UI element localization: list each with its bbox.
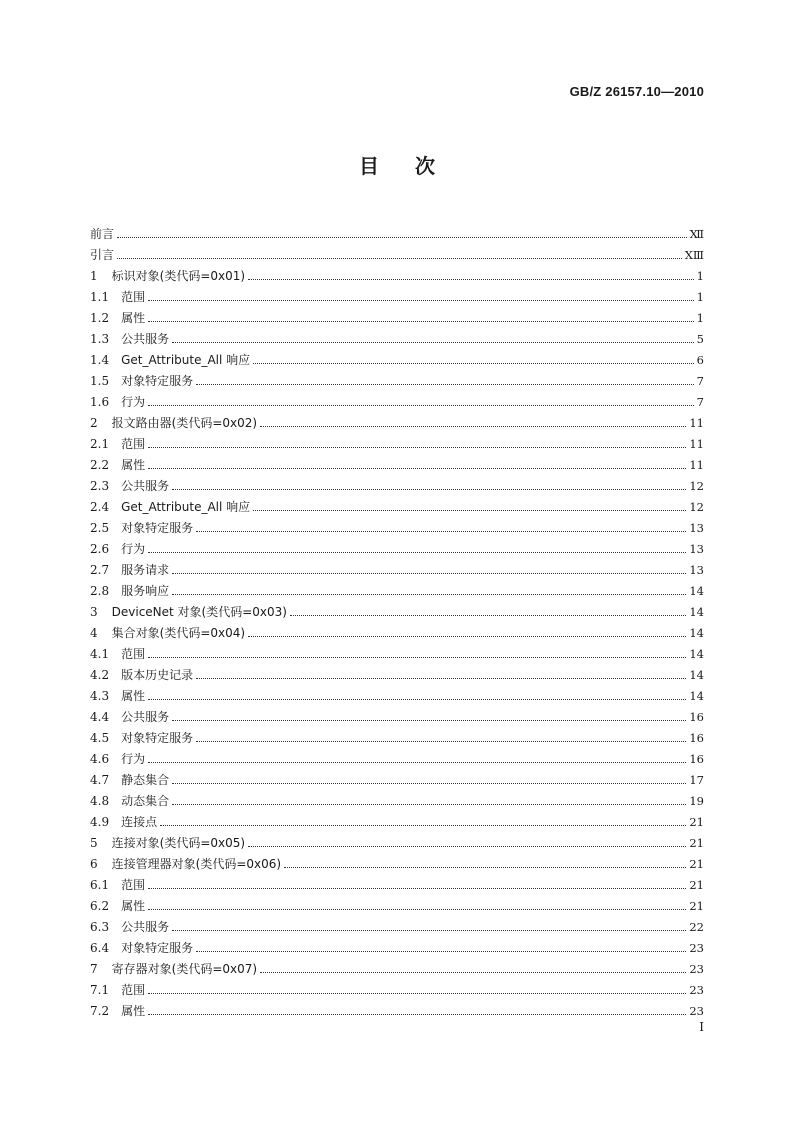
dot-leader — [172, 580, 686, 595]
toc-entry[interactable] — [90, 262, 704, 283]
toc-entry-label: 引言 — [90, 248, 115, 262]
toc-entry-page: 22 — [689, 920, 704, 934]
toc-entry-page: 11 — [689, 437, 704, 451]
toc-entry-page: 1 — [696, 269, 704, 283]
toc-entry-label: 行为 — [121, 395, 146, 409]
toc-entry-number: 1.1 — [90, 290, 110, 304]
dot-leader — [148, 895, 686, 910]
toc-entry[interactable] — [90, 997, 704, 1018]
toc-entry[interactable] — [90, 703, 704, 724]
toc-entry-number: 2 — [90, 416, 98, 430]
dot-leader — [172, 475, 686, 490]
toc-entry-label: 属性 — [121, 1004, 146, 1018]
toc-entry[interactable] — [90, 787, 704, 808]
toc-entry-label: 范围 — [121, 437, 146, 451]
toc-entry-page: Ⅻ — [689, 227, 704, 241]
dot-leader — [172, 706, 686, 721]
toc-entry-number: 4 — [90, 626, 98, 640]
dot-leader — [248, 265, 694, 280]
toc-entry-label: 集合对象(类代码=0x04) — [111, 626, 246, 640]
toc-entry-page: 23 — [689, 962, 704, 976]
toc-entry-page: 6 — [696, 353, 704, 367]
toc-entry-number: 4.6 — [90, 752, 110, 766]
dot-leader — [148, 286, 694, 301]
toc-entry[interactable] — [90, 850, 704, 871]
toc-entry-number: 2.7 — [90, 563, 110, 577]
dot-leader — [248, 622, 686, 637]
toc-entry-page: 16 — [689, 752, 704, 766]
toc-entry-page: 23 — [689, 1004, 704, 1018]
toc-entry[interactable] — [90, 241, 704, 262]
toc-entry-page: 5 — [696, 332, 704, 346]
toc-entry-page: 7 — [696, 374, 704, 388]
toc-entry[interactable] — [90, 304, 704, 325]
toc-entry-label: DeviceNet 对象(类代码=0x03) — [111, 605, 287, 619]
toc-entry-number: 7.2 — [90, 1004, 110, 1018]
dot-leader — [148, 748, 686, 763]
toc-entry-label: 对象特定服务 — [121, 374, 194, 388]
page-number: Ⅰ — [699, 1020, 704, 1034]
toc-entry-number: 2.5 — [90, 521, 110, 535]
dot-leader — [172, 559, 686, 574]
toc-entry[interactable] — [90, 808, 704, 829]
dot-leader — [148, 643, 686, 658]
toc-entry[interactable] — [90, 766, 704, 787]
toc-entry-page: 13 — [689, 521, 704, 535]
toc-entry-page: 14 — [689, 689, 704, 703]
toc-entry[interactable] — [90, 409, 704, 430]
toc-entry-page: 7 — [696, 395, 704, 409]
toc-entry[interactable] — [90, 682, 704, 703]
toc-entry-page: 11 — [689, 458, 704, 472]
toc-entry[interactable] — [90, 535, 704, 556]
toc-entry-label: 范围 — [121, 290, 146, 304]
toc-entry-page: 14 — [689, 668, 704, 682]
dot-leader — [148, 685, 686, 700]
toc-entry-label: 范围 — [121, 647, 146, 661]
toc-entry-number: 1.5 — [90, 374, 110, 388]
toc-entry[interactable] — [90, 556, 704, 577]
toc-entry-number: 7 — [90, 962, 98, 976]
dot-leader — [172, 769, 686, 784]
toc-entry-page: 21 — [689, 857, 704, 871]
toc-entry-label: 属性 — [121, 458, 146, 472]
page-title: 目次 — [359, 154, 471, 178]
toc-entry-number: 7.1 — [90, 983, 110, 997]
dot-leader — [253, 496, 686, 511]
toc-entry-label: 静态集合 — [121, 773, 170, 787]
toc-entry-label: 对象特定服务 — [121, 731, 194, 745]
toc-entry-page: 23 — [689, 941, 704, 955]
dot-leader — [172, 916, 686, 931]
toc-entry[interactable] — [90, 598, 704, 619]
dot-leader — [260, 412, 686, 427]
toc-entry-page: 14 — [689, 626, 704, 640]
toc-entry-label: 公共服务 — [121, 332, 170, 346]
dot-leader — [196, 517, 686, 532]
toc-entry-label: 版本历史记录 — [121, 668, 194, 682]
toc-entry-page: 21 — [689, 899, 704, 913]
toc-entry-label: Get_Attribute_All 响应 — [121, 500, 251, 514]
dot-leader — [172, 790, 686, 805]
toc-entry-number: 2.3 — [90, 479, 110, 493]
toc-entry-number: 4.8 — [90, 794, 110, 808]
toc-entry[interactable] — [90, 388, 704, 409]
toc-entry-number: 6.4 — [90, 941, 110, 955]
toc-entry-label: 服务请求 — [121, 563, 170, 577]
dot-leader — [117, 223, 687, 238]
toc-entry-label: 对象特定服务 — [121, 941, 194, 955]
dot-leader — [172, 328, 694, 343]
toc-entry-number: 6.2 — [90, 899, 110, 913]
toc-entry[interactable] — [90, 976, 704, 997]
toc-entry-label: 行为 — [121, 752, 146, 766]
toc-entry-number: 4.1 — [90, 647, 110, 661]
toc-entry-number: 6.3 — [90, 920, 110, 934]
toc-entry-label: 寄存器对象(类代码=0x07) — [111, 962, 258, 976]
toc-entry-page: 17 — [689, 773, 704, 787]
dot-leader — [160, 811, 686, 826]
toc-entry-number: 4.2 — [90, 668, 110, 682]
toc-entry-number: 3 — [90, 605, 98, 619]
dot-leader — [117, 244, 682, 259]
toc-entry[interactable] — [90, 640, 704, 661]
dot-leader — [260, 958, 686, 973]
toc-entry[interactable] — [90, 934, 704, 955]
toc-entry[interactable] — [90, 871, 704, 892]
toc-entry-label: 连接点 — [121, 815, 158, 829]
toc-entry-number: 5 — [90, 836, 98, 850]
toc-entry[interactable] — [90, 892, 704, 913]
toc-entry[interactable] — [90, 472, 704, 493]
toc-entry-number: 4.4 — [90, 710, 110, 724]
document-code: GB/Z 26157.10—2010 — [569, 84, 704, 99]
toc-entry-label: 动态集合 — [121, 794, 170, 808]
toc-entry-label: Get_Attribute_All 响应 — [121, 353, 251, 367]
toc-entry[interactable] — [90, 577, 704, 598]
toc-entry-page: 12 — [689, 500, 704, 514]
toc-entry-label: 连接对象(类代码=0x05) — [111, 836, 246, 850]
dot-leader — [148, 874, 686, 889]
toc-entry[interactable] — [90, 514, 704, 535]
dot-leader — [148, 1000, 686, 1015]
dot-leader — [196, 370, 694, 385]
toc-entry-label: 对象特定服务 — [121, 521, 194, 535]
toc-entry-page: 23 — [689, 983, 704, 997]
toc-entry-label: 属性 — [121, 311, 146, 325]
toc-entry[interactable] — [90, 913, 704, 934]
toc-entry-number: 2.8 — [90, 584, 110, 598]
toc-entry-label: 报文路由器(类代码=0x02) — [111, 416, 258, 430]
toc-entry-page: 14 — [689, 605, 704, 619]
toc-entry[interactable] — [90, 955, 704, 976]
dot-leader — [148, 307, 694, 322]
toc-entry[interactable] — [90, 745, 704, 766]
toc-entry-number: 2.4 — [90, 500, 110, 514]
toc-entry[interactable] — [90, 430, 704, 451]
toc-entry-number: 2.6 — [90, 542, 110, 556]
toc-entry-page: 13 — [689, 542, 704, 556]
toc-entry-page: 11 — [689, 416, 704, 430]
toc-entry-page: 21 — [689, 815, 704, 829]
dot-leader — [253, 349, 694, 364]
toc-entry-page: 1 — [696, 311, 704, 325]
toc-entry-number: 6 — [90, 857, 98, 871]
dot-leader — [148, 979, 686, 994]
toc-entry-number: 1.3 — [90, 332, 110, 346]
toc-entry[interactable] — [90, 325, 704, 346]
toc-entry-page: 14 — [689, 647, 704, 661]
toc-entry[interactable] — [90, 367, 704, 388]
toc-entry-number: 4.9 — [90, 815, 110, 829]
toc-entry-number: 4.3 — [90, 689, 110, 703]
toc-entry-label: 标识对象(类代码=0x01) — [111, 269, 246, 283]
dot-leader — [148, 538, 686, 553]
toc-entry[interactable] — [90, 493, 704, 514]
toc-entry[interactable] — [90, 451, 704, 472]
toc-entry-page: 13 — [689, 563, 704, 577]
dot-leader — [148, 454, 686, 469]
toc-entry-label: 服务响应 — [121, 584, 170, 598]
table-of-contents — [90, 220, 704, 1018]
toc-entry-page: 1 — [696, 290, 704, 304]
toc-entry-label: 公共服务 — [121, 479, 170, 493]
toc-entry-number: 4.7 — [90, 773, 110, 787]
toc-entry-page: 21 — [689, 878, 704, 892]
toc-entry-page: 19 — [689, 794, 704, 808]
toc-entry-label: 行为 — [121, 542, 146, 556]
toc-entry-label: 属性 — [121, 899, 146, 913]
toc-entry[interactable] — [90, 724, 704, 745]
toc-entry[interactable] — [90, 619, 704, 640]
toc-entry[interactable] — [90, 346, 704, 367]
toc-entry-label: 公共服务 — [121, 920, 170, 934]
toc-entry-page: 12 — [689, 479, 704, 493]
toc-entry-label: 公共服务 — [121, 710, 170, 724]
dot-leader — [248, 832, 686, 847]
toc-entry-page: 16 — [689, 710, 704, 724]
toc-entry-number: 6.1 — [90, 878, 110, 892]
toc-entry-number: 2.1 — [90, 437, 110, 451]
dot-leader — [148, 391, 694, 406]
toc-entry-label: 属性 — [121, 689, 146, 703]
toc-entry-page: 14 — [689, 584, 704, 598]
toc-entry-page: 21 — [689, 836, 704, 850]
toc-entry-number: 1.6 — [90, 395, 110, 409]
toc-entry-number: 1.2 — [90, 311, 110, 325]
toc-entry-number: 4.5 — [90, 731, 110, 745]
toc-entry-number: 2.2 — [90, 458, 110, 472]
toc-entry-page: ⅩⅢ — [684, 248, 704, 262]
toc-entry[interactable] — [90, 661, 704, 682]
toc-entry-label: 范围 — [121, 878, 146, 892]
toc-entry-number: 1.4 — [90, 353, 110, 367]
dot-leader — [148, 433, 686, 448]
dot-leader — [196, 937, 686, 952]
dot-leader — [196, 664, 686, 679]
toc-entry-label: 范围 — [121, 983, 146, 997]
toc-entry[interactable] — [90, 283, 704, 304]
toc-entry-page: 16 — [689, 731, 704, 745]
dot-leader — [284, 853, 686, 868]
toc-entry[interactable] — [90, 829, 704, 850]
toc-entry-label: 前言 — [90, 227, 115, 241]
dot-leader — [196, 727, 686, 742]
toc-entry-number: 1 — [90, 269, 98, 283]
dot-leader — [290, 601, 686, 616]
toc-entry[interactable] — [90, 220, 704, 241]
toc-entry-label: 连接管理器对象(类代码=0x06) — [111, 857, 282, 871]
